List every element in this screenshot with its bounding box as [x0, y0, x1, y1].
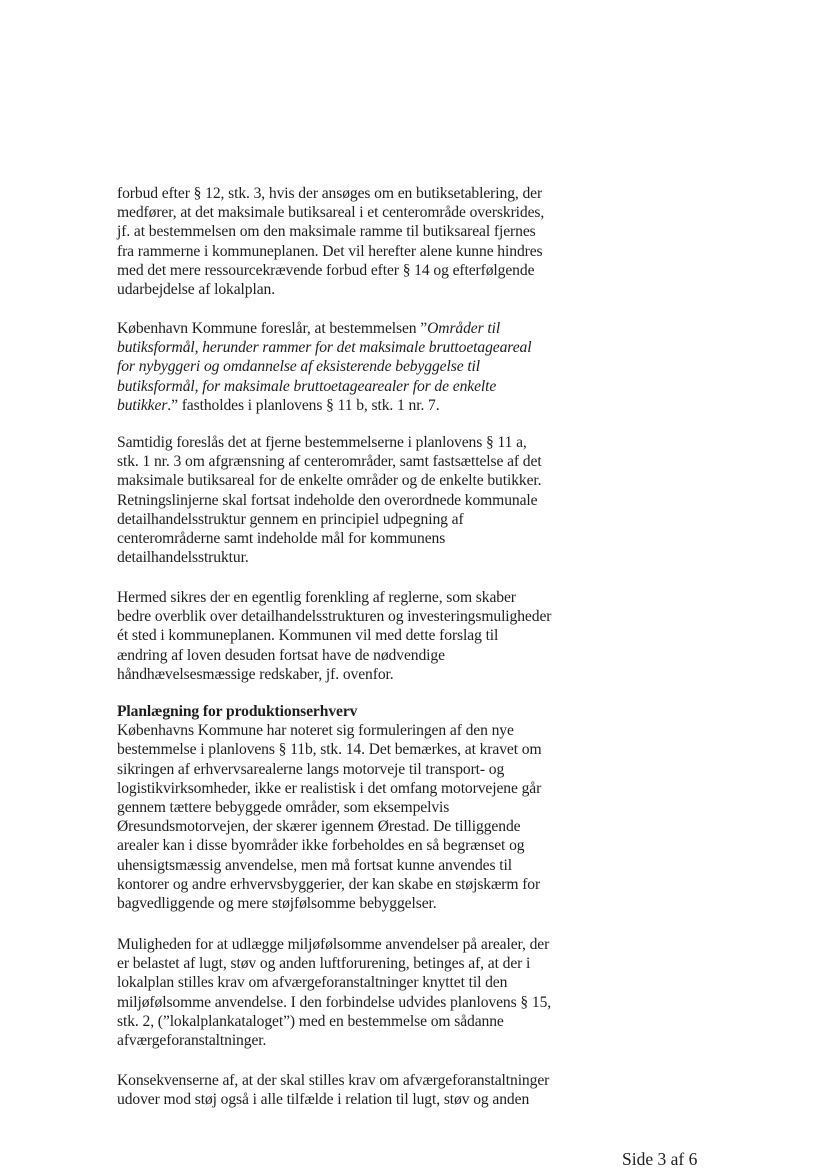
text-line: er belastet af lugt, støv og anden luftforurening, betinges af, at der i — [117, 955, 531, 973]
text-line: Samtidig foreslås det at fjerne bestemmelserne i planlovens § 11 a, — [117, 434, 527, 451]
text-segment: .” fastholdes i planlovens § 11 b, stk. 1 nr. 7. — [167, 396, 440, 414]
paragraph-shop-ban — [117, 184, 607, 299]
text-line: håndhævelsesmæssige redskaber, jf. ovenfor. — [117, 665, 394, 683]
text-line: detailhandelsstruktur gennem en principiel udpegning af — [117, 510, 464, 528]
text-line: Hermed sikres der en egentlig forenkling af reglerne, som skaber — [117, 589, 516, 606]
text-line: medfører, at det maksimale butiksareal i et centerområde overskrides, — [117, 204, 545, 222]
section-production-planning — [117, 702, 607, 913]
text-line: lokalplan stilles krav om afværgeforanstaltninger knyttet til den — [117, 974, 508, 992]
text-line: ændring af loven desuden fortsat have de nødvendige — [117, 646, 445, 664]
paragraph-consequences — [117, 1071, 607, 1109]
text-line: centerområderne samt indeholde mål for kommunens — [117, 530, 446, 548]
text-line: Retningslinjerne skal fortsat indeholde den overordnede kommunale — [117, 491, 538, 509]
italic-quote: butikker — [117, 396, 168, 414]
text-line: udarbejdelse af lokalplan. — [117, 281, 276, 299]
text-line: kontorer og andre erhvervsbyggerier, der kan skabe en støjskærm for — [117, 875, 541, 893]
text-line: arealer kan i disse byområder ikke forbeholdes en så begrænset og — [117, 837, 525, 855]
text-line: stk. 2, (”lokalplankataloget”) med en bestemmelse om sådanne — [117, 1012, 504, 1030]
text-line: gennem tættere bebyggede områder, som eksempelvis — [117, 799, 450, 817]
paragraph-simplification — [117, 588, 607, 684]
text-line: Øresundsmotorvejen, der skærer igennem Ørestad. De tilliggende — [117, 818, 521, 836]
section-heading: Planlægning for produktionserhverv — [117, 703, 358, 720]
text-line: afværgeforanstaltninger. — [117, 1032, 267, 1050]
text-line — [117, 319, 607, 338]
text-line — [117, 396, 607, 415]
italic-quote: Områder til — [427, 320, 501, 337]
text-line: forbud efter § 12, stk. 3, hvis der ansøges om en butiksetablering, der — [117, 185, 543, 202]
text-line: logistikvirksomheder, ikke er realistisk i det omfang motorvejene går — [117, 779, 542, 797]
text-line: Konsekvenserne af, at der skal stilles krav om afværgeforanstaltninger — [117, 1072, 550, 1089]
text-line: bestemmelse i planlovens § 11b, stk. 14. Det bemærkes, at kravet om — [117, 741, 542, 759]
text-line: Muligheden for at udlægge miljøfølsomme anvendelser på arealer, der — [117, 936, 550, 953]
text-line: udover mod støj også i alle tilfælde i relation til lugt, støv og anden — [117, 1091, 530, 1109]
paragraph-copenhagen-proposal — [117, 319, 607, 415]
page-number: Side 3 af 6 — [622, 1149, 698, 1169]
text-line: fra rammerne i kommuneplanen. Det vil herefter alene kunne hindres — [117, 242, 543, 260]
text-line: maksimale butiksareal for de enkelte områder og de enkelte butikker. — [117, 472, 542, 490]
text-line: med det mere ressourcekrævende forbud efter § 14 og efterfølgende — [117, 261, 535, 279]
text-segment: København Kommune foreslår, at bestemmelsen ” — [117, 320, 428, 337]
paragraph-centre-areas — [117, 433, 607, 567]
text-line: bedre overblik over detailhandelsstrukturen og investeringsmuligheder — [117, 608, 552, 626]
text-line: jf. at bestemmelsen om den maksimale ramme til butiksareal fjernes — [117, 223, 536, 241]
italic-quote-line: butiksformål, herunder rammer for det maksimale bruttoetageareal — [117, 339, 532, 357]
italic-quote-line: for nybyggeri og omdannelse af eksisterende bebyggelse til — [117, 358, 481, 376]
text-line: ét sted i kommuneplanen. Kommunen vil med dette forslag til — [117, 627, 499, 645]
italic-quote-line: butiksformål, for maksimale bruttoetagearealer for de enkelte — [117, 377, 497, 395]
text-line: uhensigtsmæssig anvendelse, men må fortsat kunne anvendes til — [117, 856, 512, 874]
text-line: bagvedliggende og mere støjfølsomme bebyggelser. — [117, 895, 437, 913]
paragraph-mitigation-measures — [117, 935, 607, 1050]
text-line: detailhandelsstruktur. — [117, 549, 249, 567]
text-line: stk. 1 nr. 3 om afgrænsning af centerområder, samt fastsættelse af det — [117, 453, 542, 471]
text-line: Københavns Kommune har noteret sig formuleringen af den nye — [117, 722, 514, 740]
text-line: sikringen af erhvervsarealerne langs motorveje til transport- og — [117, 760, 505, 778]
text-line: miljøfølsomme anvendelse. I den forbindelse udvides planlovens § 15, — [117, 993, 552, 1011]
